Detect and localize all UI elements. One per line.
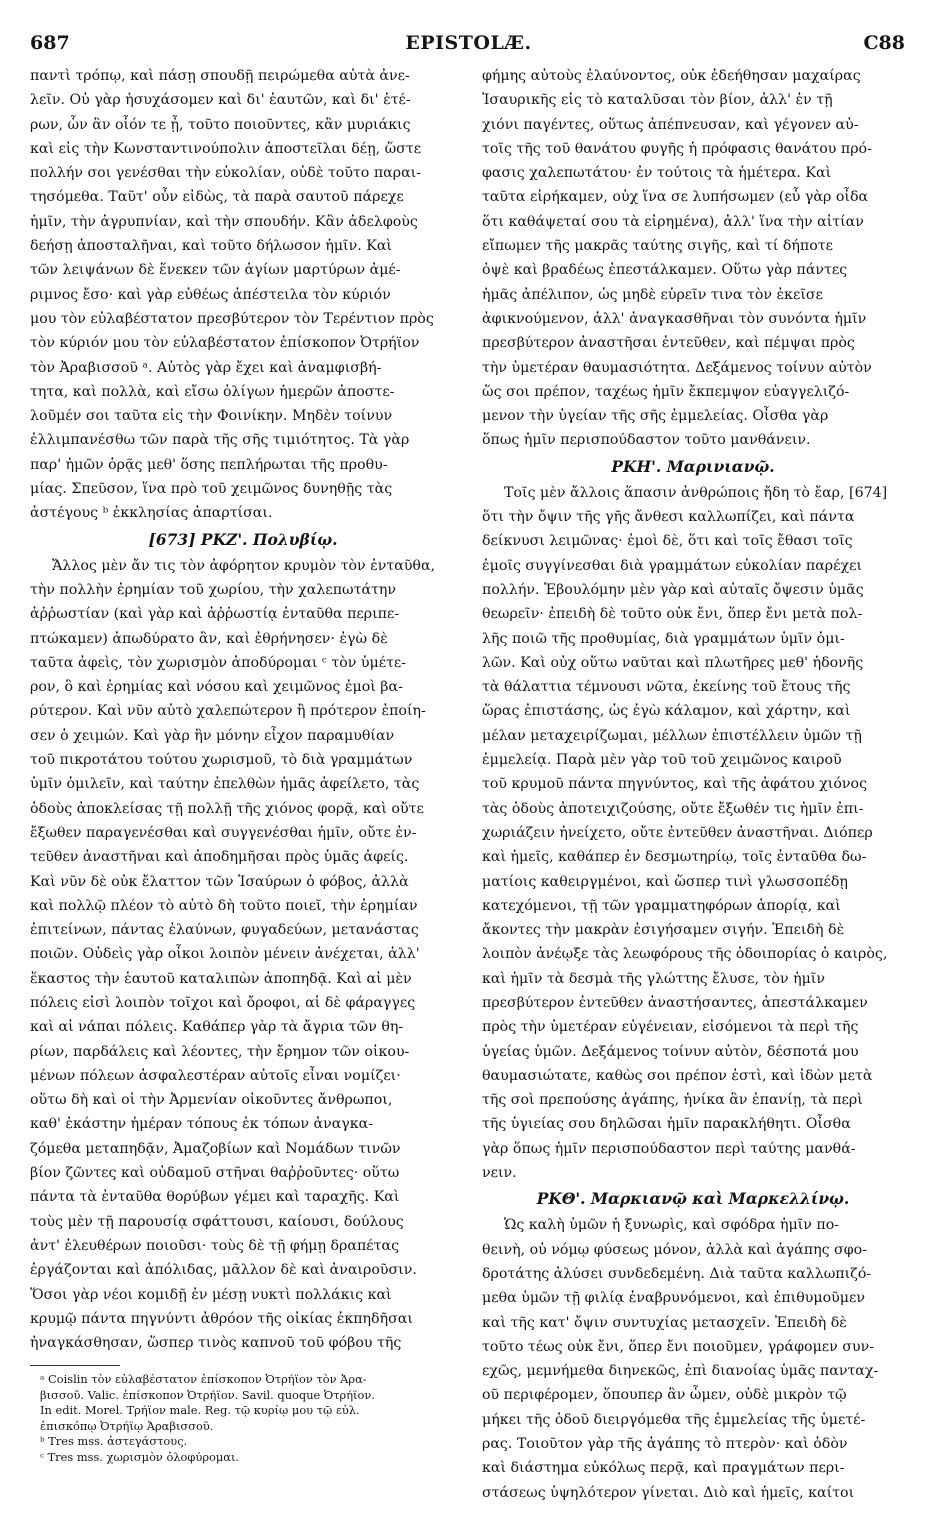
text-line: καὶ διάστημα εὐκόλως περᾷ, καὶ πραγμάτων περι- [482,1460,845,1477]
text-line: φασις χαλεπωτάτου· ἐν τούτοις τὰ ἡμέτερα. Καὶ [482,165,832,182]
left-page-number: 687 [30,32,70,54]
text-line: θεινὴ, οὐ νόμῳ φύσεως μόνον, ἀλλὰ καὶ ἀγάπης σφο- [482,1241,867,1258]
text-line: πολλήν. Ἐβουλόμην μὲν γὰρ καὶ αὐταῖς ὄψεσιν ὑμᾶς [482,581,864,598]
text-line: ἀστέγους ᵇ ἐκκλησίας ἀπαρτίσαι. [30,505,273,522]
text-line: ἐργάζονται καὶ ἀπόλιδας, μᾶλλον δὲ καὶ ἀναιροῦσιν. [30,1262,417,1279]
text-line: μενον τὴν ὑγείαν τῆς σῆς ἐμμελείας. Οἶσθα γὰρ [482,408,829,425]
text-line: ρας. Τοιοῦτον γὰρ τῆς ἀγάπης τὸ πτερὸν· καὶ ὁδὸν [482,1436,848,1453]
text-line: ὅτι τὴν ὄψιν τῆς γῆς ἄνθεσι καλλωπίζει, καὶ πάντα [482,509,855,526]
footnote-line: ἐπισκόπῳ Ὀτρήϊῳ Ἀραβισσοῦ. [40,1418,214,1433]
text-line: ὅπως ἡμῖν περισπούδαστον τοῦτο μανθάνειν. [482,432,811,449]
text-line: παρ' ἡμῶν ὁρᾷς μεθ' ὅσης πεπλήρωται τῆς προθυ- [30,456,388,473]
running-title: EPISTOLÆ. [405,32,532,54]
text-line: καὶ πολλῷ πλέον τὸ αὐτὸ δὴ τοῦτο ποιεῖ, τὴν ἐρημίαν [30,897,418,914]
text-line: ὑμῖν ὁμιλεῖν, καὶ ταύτην ἐπελθὼν ἡμᾶς ἀφείλετο, τὰς [30,776,420,793]
text-line: πρὸς τὴν ὑμετέραν εὐγένειαν, εἰσόμενοι τὰ περὶ τῆς [482,1019,859,1036]
text-line: καθ' ἑκάστην ἡμέραν τόπους ἐκ τόπων ἀναγκα- [30,1116,374,1133]
text-line: ἀντ' ἐλευθέρων ποιοῦσι· τοὺς δὲ τῇ φήμῃ δραπέτας [30,1237,400,1254]
text-line: ἄκοντες τὴν μακρὰν ἐσιγήσαμεν σιγήν. Ἐπειδὴ δὲ [482,922,845,939]
text-line: ρων, ὧν ἂν οἷόν τε ᾖ, τοῦτο ποιοῦντες, κἂν μυριάκις [30,116,411,133]
text-line: τητα, καὶ πολλὰ, καὶ εἴσω ὀλίγων ἡμερῶν ἀποστε- [30,383,395,400]
text-line: Ἄλλος μὲν ἄν τις τὸν ἀφόρητον κρυμὸν τὸν ἐνταῦθα, [52,557,436,574]
text-line: ἐμοῖς συγγίνεσθαι διὰ γραμμάτων εὐκολίαν παρέχει [482,557,863,574]
text-line: ἐμμελείᾳ. Παρὰ μὲν γὰρ τοῦ τοῦ χειμῶνος καιροῦ [482,752,842,769]
text-line: τῶν λειψάνων δὲ ἕνεκεν τῶν ἁγίων μαρτύρων ἀμέ- [30,262,401,279]
text-line: οὕτω δὴ καὶ οἱ τὴν Ἀρμενίαν οἰκοῦντες ἄνθρωποι, [30,1092,393,1109]
text-line: μίας. Σπεῦσον, ἵνα πρὸ τοῦ χειμῶνος δυνηθῇς τὰς [30,481,393,498]
text-line: ἀφικνούμενον, ἀλλ' ἀναγκασθῆναι τὸν συνόντα ἡμῖν [482,310,867,327]
text-line: μεθα ὑμῶν τῇ φιλίᾳ ἐναβρυνόμενοι, καὶ ἐπιθυμοῦμεν [482,1290,865,1307]
text-line: θαυμασιώτατε, καθὼς σοι πρέπον ἐστὶ, καὶ ἰδὼν μετὰ [482,1067,873,1084]
footnotes [30,1372,456,1465]
text-line: πρεσβύτερον ἐντεῦθεν ἀναστήσαντες, ἀπεστάλκαμεν [482,994,868,1011]
text-line: γὰρ ὅπως ἡμῖν περισπούδαστον περὶ ταύτης μανθά- [482,1140,856,1157]
text-line: οῦ περιφέρομεν, ὅπουπερ ἂν ὦμεν, οὐδὲ μικρὸν τῷ [482,1387,847,1404]
text-line: λεῖν. Οὐ γὰρ ἡσυχάσομεν καὶ δι' ἑαυτῶν, καὶ δι' ἑτέ- [30,92,411,109]
left-text-block-a [30,64,456,526]
text-line: ὑγείας ὑμῶν. Δεξάμενος τοίνυν αὐτὸν, δέσποτά μου [482,1043,859,1060]
text-line: πολλήν σοι γενέσθαι τὴν εὐκολίαν, οὐδὲ τοῦτο παραι- [30,165,422,182]
text-line: τοῦτο τέως οὐκ ἔνι, ὅπερ ἔνι ποιοῦμεν, γράφομεν συν- [482,1338,874,1355]
text-line: τῆς ὑγιείας σου δηλῶσαι ἡμῖν παρακλήθητι. Οἶσθα [482,1116,851,1133]
text-line: μήκει τῆς ὁδοῦ διειργόμεθα τῆς ἐμμελείας τῆς ὑμετέ- [482,1411,866,1428]
text-line: λοῦμέν σοι ταῦτα εἰς τὴν Φοινίκην. Μηδὲν τοίνυν [30,408,393,425]
letter-heading-127: [673] ΡΚΖ'. Πολυβίῳ. [148,529,338,549]
right-text-block-a [482,64,904,453]
text-line: ρίων, παρδάλεις καὶ λέοντες, τὴν ἔρημον τῶν οἰκου- [30,1043,410,1060]
text-line: καὶ ἡμῖν τὰ δεσμὰ τῆς γλώττης ἔλυσε, τὸν ἡμῖν [482,970,825,987]
text-line: ὀψὲ καὶ βραδέως ἐπεστάλκαμεν. Οὕτω γὰρ πάντες [482,262,848,279]
footnote-line: In edit. Morel. Τρήϊον male. Reg. τῷ κυρίῳ μου τῷ εὐλ. [40,1403,360,1418]
text-line: καὶ ἡμεῖς, καθάπερ ἐν δεσμωτηρίῳ, τοῖς ἐνταῦθα δω- [482,849,867,866]
text-line: μου τὸν εὐλαβέστατον πρεσβύτερον τὸν Τερέντιον πρὸς [30,310,434,327]
text-line: τὸν κύριόν μου τὸν εὐλαβέστατον ἐπίσκοπον Ὀτρήϊον [30,335,420,352]
text-line: κρυμῷ πάντα πηγνύντι ἀθρόον τῆς οἰκίας ἐκπηδῆσαι [30,1310,413,1327]
text-line: Ὅσοι γὰρ νέοι κομιδῇ ἐν μέσῃ νυκτὶ πολλάκις καὶ [30,1286,392,1303]
text-line: νειν. [482,1165,517,1182]
left-column [30,64,456,1514]
text-line: λῆς ποιῶ τῆς προθυμίας, διὰ γραμμάτων ὑμῖν ὁμι- [482,630,845,647]
text-line: μέλαν μεταχειρίζωμαι, μέλλων ἐπιστέλλειν ὑμῶν τῇ [482,727,862,744]
footnote-line: ᶜ Tres mss. χωρισμὸν ὀλοφύρομαι. [40,1449,240,1464]
text-line: πάντα τὰ ἐνταῦθα θορύβων γέμει καὶ ταραχῆς. Καὶ [30,1189,400,1206]
text-line: ρύτερον. Καὶ νῦν αὐτὸ χαλεπώτερον ἢ πρότερον ἐποίη- [30,703,426,720]
text-line: Ἰσαυρικῆς εἰς τὸ καταλῦσαι τὸν βίον, ἀλλ' ἐν τῇ [482,92,833,109]
text-line: πόλεις εἰσὶ λοιπὸν τοῖχοι καὶ ὄροφοι, αἱ δὲ φάραγγες [30,994,416,1011]
text-line: τοὺς μὲν τῇ παρουσίᾳ σφάττουσι, καίουσι, δούλους [30,1213,404,1230]
text-line: ἕκαστος τὴν ἑαυτοῦ καταλιπὼν ἀποπηδᾷ. Καὶ αἱ μὲν [30,970,412,987]
text-line: ὅτι καθάψεταί σου τὰ εἰρημένα), ἀλλ' ἵνα τὴν αἰτίαν [482,213,864,230]
text-line: τὴν πολλὴν ἐρημίαν τοῦ χωρίου, τὴν χαλεπωτάτην [30,581,397,598]
text-line: ταῦτα εἰρήκαμεν, οὐχ ἵνα σε λυπήσωμεν (εὖ γὰρ οἶδα [482,189,869,206]
text-line: ὁδοὺς ἀποκλείσας τῇ πολλῇ τῆς χιόνος φορᾷ, καὶ οὔτε [30,800,424,817]
text-line: ὥρας ἐπιστάσης, ὡς ἐγὼ κάλαμον, καὶ χάρτην, καὶ [482,703,851,720]
text-line: φήμης αὐτοὺς ἐλαύνοντος, οὐκ ἐδεήθησαν μαχαίρας [482,68,861,84]
text-line: ἡμῖν, τὴν ἀγρυπνίαν, καὶ τὴν σπουδήν. Κἂν ἀδελφοὺς [30,213,418,230]
text-line: Τοῖς μὲν ἄλλοις ἅπασιν ἀνθρώποις ἤδη τὸ ἔαρ, [674] [504,484,888,501]
footnote-line: ᵃ Coislin τὸν εὐλαβέστατον ἐπίσκοπον Ὀτρήϊον τὸν Ἀρα- [40,1372,367,1387]
text-line: τοῦ πικροτάτου τούτου χωρισμοῦ, τὸ διὰ γραμμάτων [30,752,413,769]
text-line: τὴν ὑμετέραν θαυμασιότητα. Δεξάμενος τοίνυν αὐτὸν [482,359,872,376]
text-line: τὰ θάλαττια τέμνουσι νῶτα, ἐκείνης τοῦ ἔτους τῆς [482,679,851,696]
text-line: κατεχόμενοι, τῇ τῶν γραμματηφόρων ἀπορίᾳ, καὶ [482,897,841,914]
text-line: πρεσβύτερον ἀναστῆσαι ἐντεῦθεν, καὶ πέμψαι πρὸς [482,335,855,352]
text-line: καὶ τῆς κατ' ὄψιν συντυχίας μετασχεῖν. Ἐπειδὴ δὲ [482,1314,847,1331]
text-line: ριμνος ἔσο· καὶ γὰρ εὐθέως ἀπέστειλα τὸν κύριόν [30,286,391,303]
right-text-block-c [482,1213,904,1505]
left-text-block-b [30,554,456,1356]
text-line: ἀῤῥωστίαν (καὶ γὰρ καὶ ἀῤῥωστίᾳ ἐνταῦθα περιπε- [30,606,400,623]
right-text-block-b [482,481,904,1186]
text-line: δεήσῃ ἀποσταλῆναι, καὶ τοῦτο δήλωσον ἡμῖν. Καὶ [30,238,392,255]
text-line: ἡμᾶς ἀπέλιπον, ὡς μηδὲ εὑρεῖν τινα τὸν ἐκεῖσε [482,286,823,303]
text-line: δείκνυσι λειμῶνας· ἐμοὶ δὲ, ὅτι καὶ τοῖς ἔθασι τοῖς [482,533,853,550]
text-line: τοῦ κρυμοῦ πάντα πηγνύντος, καὶ τῆς ἀφάτου χιόνος [482,776,868,793]
text-line: χωριάζειν ἠνείχετο, οὔτε ἐντεῦθεν ἀναστῆναι. Διόπερ [482,824,873,841]
text-line: ὥς σοι πρέπον, ταχέως ἡμῖν ἔκπεμψον εὐαγγελιζό- [482,383,850,400]
text-line: πτώκαμεν) ἀπωδύρατο ἂν, καὶ ἐθρήνησεν· ἐγὼ δὲ [30,630,388,647]
text-line: καὶ εἰς τὴν Κωνσταντινούπολιν ἀποστεῖλαι δέῃ, ὥστε [30,140,422,157]
text-line: εἴπωμεν τῆς μακρᾶς ταύτης σιγῆς, καὶ τί δήποτε [482,238,833,255]
text-line: ἐπιτείνων, πάντας ἐλαύνων, φυγαδεύων, μετανάστας [30,922,419,939]
letter-heading-128: ΡΚΗ'. Μαρινιανῷ. [611,456,775,476]
text-line: Καὶ νῦν δὲ οὐκ ἔλαττον τῶν Ἰσαύρων ὁ φόβος, ἀλλὰ [30,873,409,890]
text-line: ἠναγκάσθησαν, ὥσπερ τινὸς καπνοῦ τοῦ φόβου τῆς [30,1335,402,1352]
text-line: δροτάτης ἁλύσει συνδεδεμένη. Διὰ ταῦτα καλλωπιζό- [482,1265,872,1282]
text-line: σεν ὁ χειμών. Καὶ γὰρ ἣν μόνην εἶχον παραμυθίαν [30,727,395,744]
text-line: θεωρεῖν· ἐπειδὴ δὲ τοῦτο οὐκ ἔνι, ὅπερ ἔνι μετὰ πολ- [482,606,863,623]
text-line: τὸν Ἀραβισσοῦ ᵃ. Αὐτὸς γὰρ ἔχει καὶ ἀναμφισβή- [30,359,382,376]
text-line: ρον, ὃ καὶ ἐρημίας καὶ νόσου καὶ χειμῶνος ἐμοὶ βα- [30,679,403,696]
footnote-line: βισσοῦ. Valic. ἐπίσκοπον Ὀτρήϊον. Savil. quoque Ὀτρήϊον. [40,1387,375,1402]
text-line: λῶν. Καὶ οὐχ οὕτω ναῦται καὶ πλωτῆρες μεθ' ἡδονῆς [482,654,864,671]
letter-heading-129: ΡΚΘ'. Μαρκιανῷ καὶ Μαρκελλίνῳ. [536,1189,850,1209]
right-column [482,64,904,1514]
text-line: ἔξωθεν παραγενέσθαι καὶ συγγενέσθαι ἡμῖν, οὔτε ἐν- [30,824,417,841]
text-line: χιόνι παγέντες, οὕτως ἀπέπνευσαν, καὶ γέγονεν αὐ- [482,116,859,133]
text-line: ποιῶν. Οὐδεὶς γὰρ οἶκοι λοιπὸν μένειν ἀνέχεται, ἀλλ' [30,946,420,963]
text-line: παντὶ τρόπῳ, καὶ πάσῃ σπουδῇ πειρώμεθα αὐτὰ ἀνε- [30,68,410,84]
footnote-line: ᵇ Tres mss. ἀστεγάστους. [40,1434,188,1449]
text-line: εχῶς, μεμνήμεθα διηνεκῶς, ἐπὶ διανοίας ὑμᾶς πανταχ- [482,1363,879,1380]
text-line: λοιπὸν ἀνέῳξε τὰς λεωφόρους τῆς ὁδοιπορίας ὁ καιρὸς, [482,946,888,963]
text-line: ζόμεθα μεταπηδᾷν, Ἀμαζοβίων καὶ Νομάδων τινῶν [30,1140,401,1157]
text-line: βίον ζῶντες καὶ οὐδαμοῦ στῆναι θαῤῥοῦντες· οὕτω [30,1165,400,1182]
text-line: Ὡς καλὴ ὑμῶν ἡ ξυνωρὶς, καὶ σφόδρα ἡμῖν πο- [504,1217,840,1234]
footnote-rule [30,1365,120,1366]
text-line: στάσεως ὑψηλότερον γίνεται. Διὸ καὶ ἡμεῖς, καίτοι [482,1484,855,1501]
text-line: ματίοις καθειργμένοι, καὶ ὥσπερ τινὶ γλωσσοπέδῃ [482,873,848,890]
right-page-number: C88 [863,32,905,54]
text-line: τεῦθεν ἀναστῆναι καὶ ἀποδημῆσαι πρὸς ὑμᾶς ἀφείς. [30,849,409,866]
text-line: ταῦτα ἀφεὶς, τὸν χωρισμὸν ἀποδύρομαι ᶜ τὸν ὑμέτε- [30,654,407,671]
text-line: τησόμεθα. Ταῦτ' οὖν εἰδὼς, τὰ παρὰ σαυτοῦ πάρεχε [30,189,404,206]
text-line: τοῖς τῆς τοῦ θανάτου φυγῆς ἡ πρόφασις θανάτου πρό- [482,140,872,157]
text-line: ἐλλιμπανέσθω τῶν παρὰ τῆς σῆς τιμιότητος. Τὰ γὰρ [30,432,410,449]
text-line: καὶ αἱ νάπαι πόλεις. Καθάπερ γὰρ τὰ ἄγρια τῶν θη- [30,1019,404,1036]
text-line: μένων πόλεων ἀσφαλεστέραν αὐτοῖς εἶναι νομίζει· [30,1067,401,1084]
text-line: τὰς ὁδοὺς ἀποτειχιζούσης, οὔτε ἔξωθέν τις ἡμῖν ἐπι- [482,800,864,817]
text-line: τῆς σοὶ πρεπούσης ἀγάπης, ἡνίκα ἂν ἐπανίῃ, τὰ περὶ [482,1092,863,1109]
